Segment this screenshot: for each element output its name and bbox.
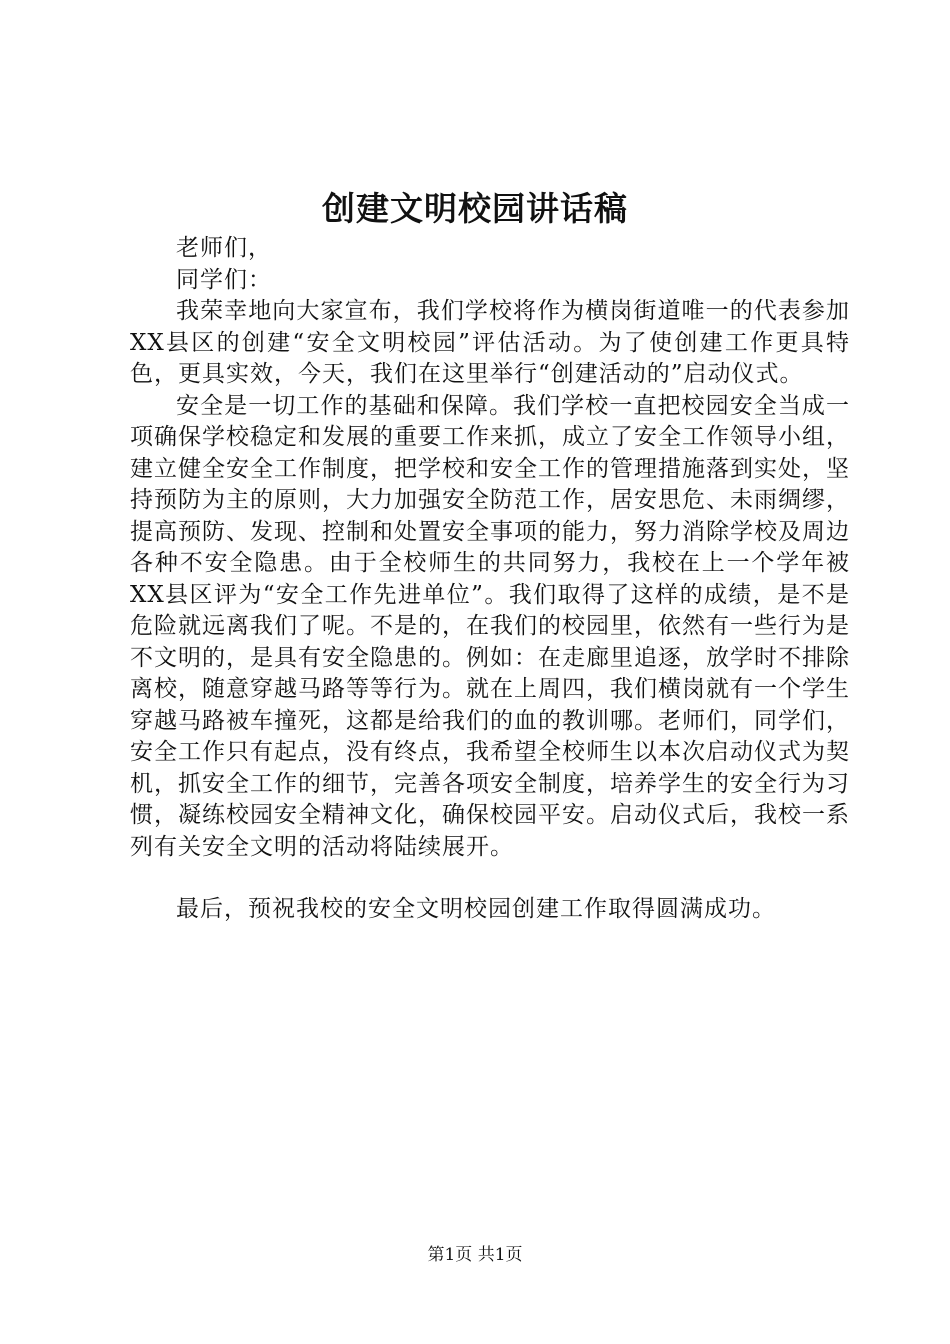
body-paragraph-1: 我荣幸地向大家宣布，我们学校将作为横岗街道唯一的代表参加XX县区的创建“安全文明校园”评估活动。为了使创建工作更具特色，更具实效，今天，我们在这里举行“创建活动的”启动仪式。 — [130, 298, 850, 387]
document-body — [130, 233, 850, 926]
greeting-teachers: 老师们， — [176, 235, 272, 261]
closing-paragraph: 最后，预祝我校的安全文明校园创建工作取得圆满成功。 — [176, 896, 776, 922]
document-title: 创建文明校园讲话稿 — [322, 189, 628, 228]
page-number: 第1页 共1页 — [427, 1245, 523, 1265]
greeting-students: 同学们： — [176, 266, 272, 293]
body-paragraph-2: 安全是一切工作的基础和保障。我们学校一直把校园安全当成一项确保学校稳定和发展的重要工作来抓，成立了安全工作领导小组，建立健全安全工作制度，把学校和安全工作的管理措施落到实处，坚持预防为主的原则，大力加强安全防范工作，居安思危、未雨绸缪，提高预防、发现、控制和处置安全事项的能力，努力消除学校及周边各种不安全隐患。由于全校师生的共同努力，我校在上一个学年被XX县区评为“安全工作先进单位”。我们取得了这样的成绩，是不是危险就远离我们了呢。不是的，在我们的校园里，依然有一些行为是不文明的，是具有安全隐患的。例如：在走廊里追逐，放学时不排除离校，随意穿越马路等等行为。就在上周四，我们横岗就有一个学生穿越马路被车撞死，这都是给我们的血的教训哪。老师们，同学们，安全工作只有起点，没有终点，我希望全校师生以本次启动仪式为契机，抓安全工作的细节，完善各项安全制度，培养学生的安全行为习惯，凝练校园安全精神文化，确保校园平安。启动仪式后，我校一系列有关安全文明的活动将陆续展开。 — [130, 392, 850, 860]
